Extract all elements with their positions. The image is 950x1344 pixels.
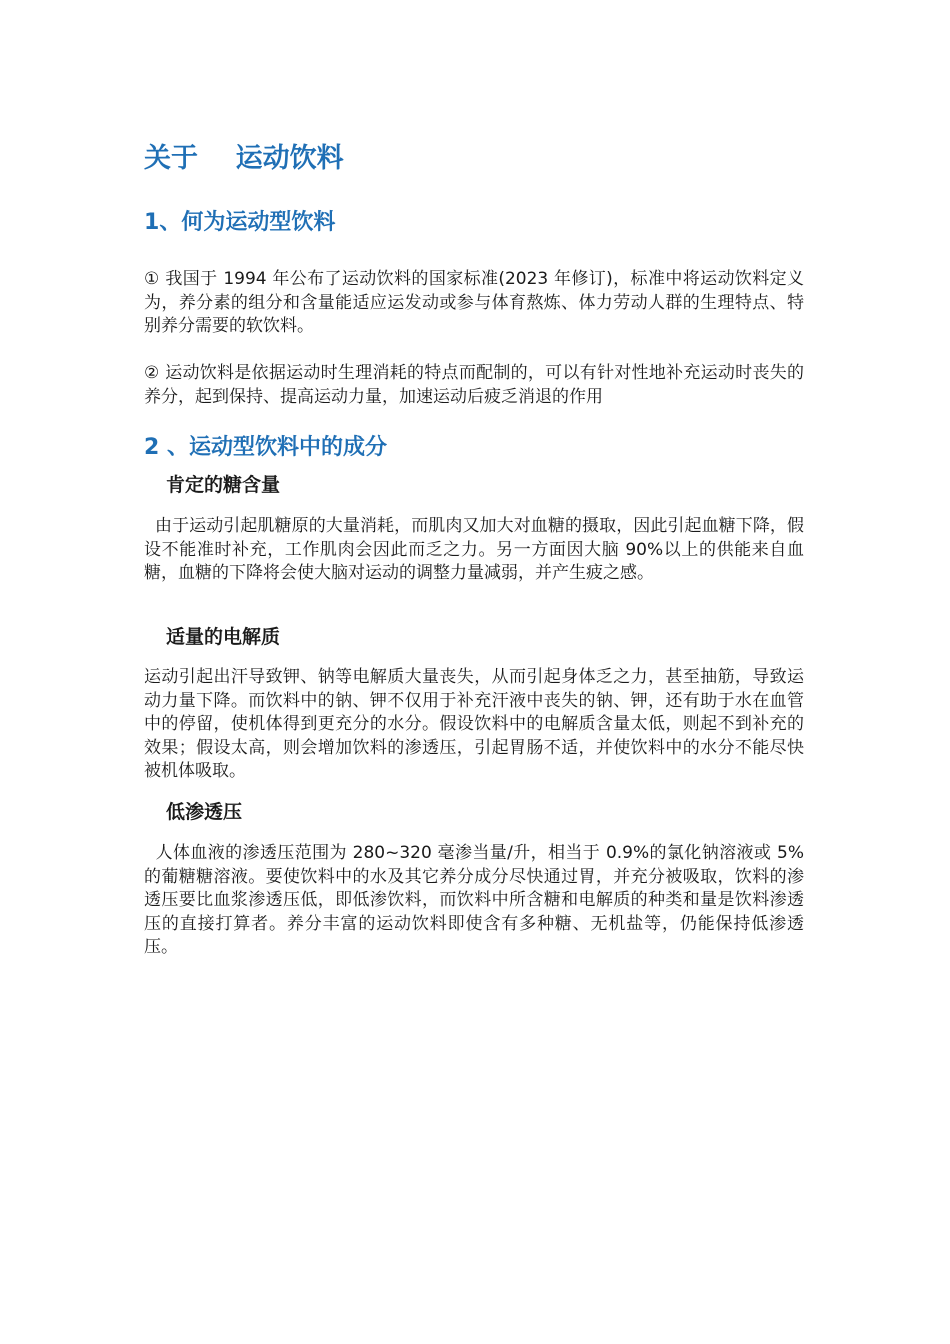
section-1-paragraph-1: ① 我国于 1994 年公布了运动饮料的国家标准(2023 年修订)，标准中将运动饮料定义为，养分素的组分和含量能适应运发动或参与体育熬炼、体力劳动人群的生理特点、特别养分需要的软饮料。 [144,269,804,336]
subsection-osmotic-text: 人体血液的渗透压范围为 280~320 毫渗当量/升，相当于 0.9%的氯化钠溶液或 5%的葡糖糖溶液。要使饮料中的水及其它养分成分尽快通过胃，并充分被吸取，饮料的渗透压要比血浆渗透压低，即低渗饮料，而饮料中所含糖和电解质的种类和量是饮料渗透压的直接打算者。养分丰富的运动饮料即使含有多种糖、无机盐等，仍能保持低渗透压。 [144,843,805,957]
document-title: 关于 运动饮料 [144,143,344,174]
section-1-heading [144,205,335,236]
section-2-number: 2 [144,435,160,460]
section-2-heading [144,430,387,461]
section-1-heading-text: 、何为运动型饮料 [159,210,336,235]
section-2-heading-text: 、运动型饮料中的成分 [159,435,387,460]
subsection-electrolyte-text: 运动引起出汗导致钾、钠等电解质大量丧失，从而引起身体乏之力，甚至抽筋，导致运动力量下降。而饮料中的钠、钾不仅用于补充汗液中丧失的钠、钾，还有助于水在血管中的停留，使机体得到更充分的水分。假设饮料中的电解质含量太低，则起不到补充的效果；假设太高，则会增加饮料的渗透压，引起胃肠不适，并使饮料中的水分不能尽快被机体吸取。 [144,667,804,781]
section-1-number: 1 [144,210,160,235]
section-1-paragraph-2: ② 运动饮料是依据运动时生理消耗的特点而配制的，可以有针对性地补充运动时丧失的养分，起到保持、提高运动力量，加速运动后疲乏消退的作用 [144,363,804,407]
subsection-osmotic-title: 低渗透压 [166,801,243,823]
subsection-sugar-text: 由于运动引起肌糖原的大量消耗，而肌肉又加大对血糖的摄取，因此引起血糖下降，假设不能准时补充，工作肌肉会因此而乏之力。另一方面因大脑 90%以上的供能来自血糖，血糖的下降将会使大脑对运动的调整力量减弱，并产生疲之感。 [144,516,805,583]
subsection-sugar-title: 肯定的糖含量 [166,474,281,496]
subsection-electrolyte-title: 适量的电解质 [166,626,281,648]
